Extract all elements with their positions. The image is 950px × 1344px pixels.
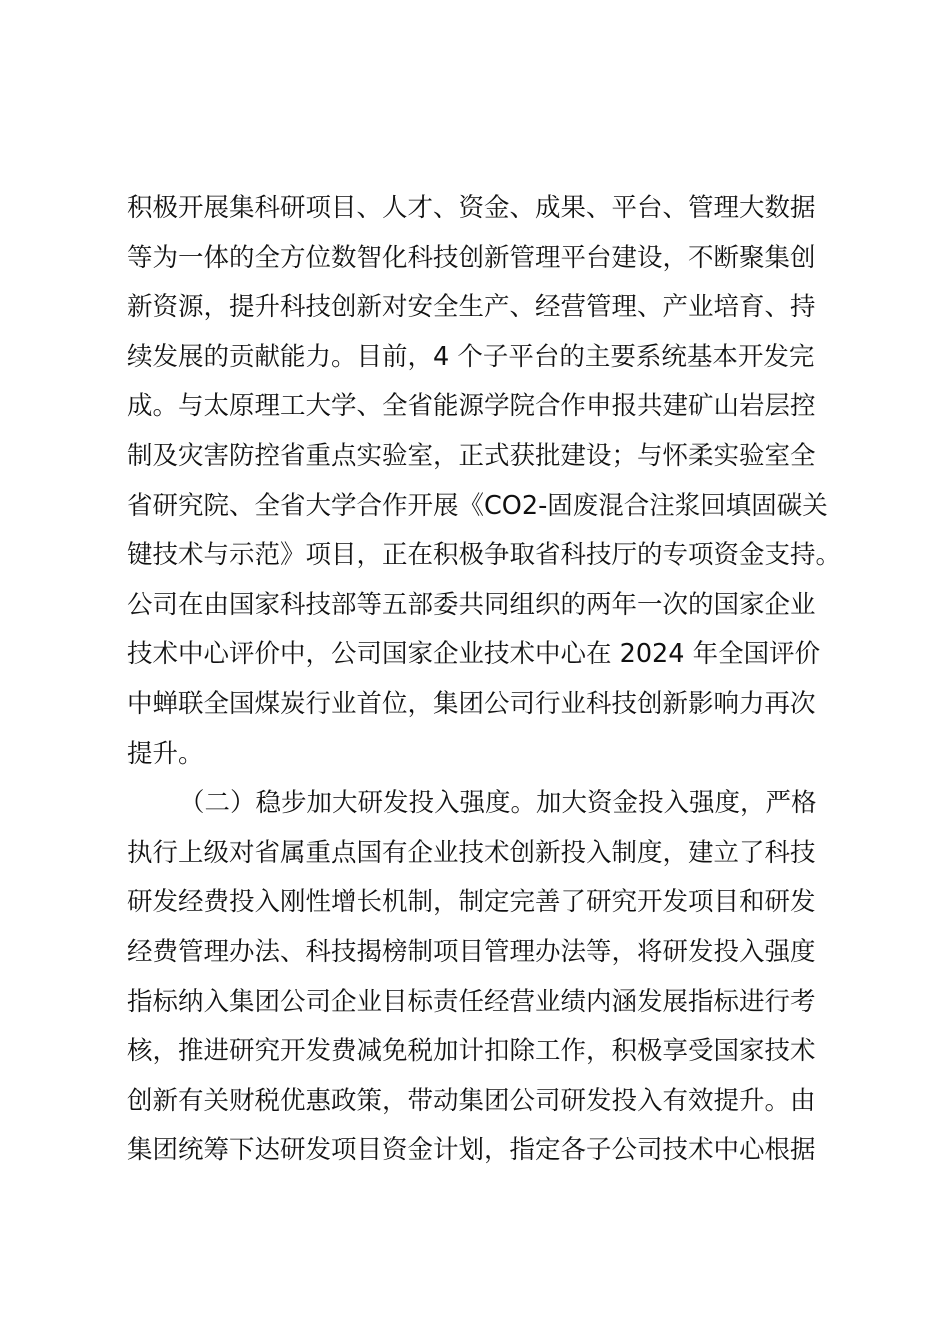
text-line: 提升。 bbox=[127, 738, 204, 769]
text-line: 集团统筹下达研发项目资金计划，指定各子公司技术中心根据 bbox=[127, 1135, 816, 1166]
body-text bbox=[127, 184, 847, 1176]
text-line: 中蝉联全国煤炭行业首位，集团公司行业科技创新影响力再次 bbox=[127, 688, 816, 719]
text-line: 指标纳入集团公司企业目标责任经营业绩内涵发展指标进行考 bbox=[127, 986, 816, 1017]
text-line: 等为一体的全方位数智化科技创新管理平台建设，不断聚集创 bbox=[127, 242, 816, 273]
text-line: 研发经费投入刚性增长机制，制定完善了研究开发项目和研发 bbox=[127, 887, 816, 918]
text-line: 制及灾害防控省重点实验室，正式获批建设；与怀柔实验室全 bbox=[127, 440, 816, 471]
text-line: 省研究院、全省大学合作开展《CO2-固废混合注浆回填固碳关 bbox=[127, 490, 828, 521]
text-line: 续发展的贡献能力。目前，4 个子平台的主要系统基本开发完 bbox=[127, 341, 815, 372]
text-line: 核，推进研究开发费减免税加计扣除工作，积极享受国家技术 bbox=[127, 1036, 816, 1067]
text-line: 公司在由国家科技部等五部委共同组织的两年一次的国家企业 bbox=[127, 589, 816, 620]
text-line: 新资源，提升科技创新对安全生产、经营管理、产业培育、持 bbox=[127, 292, 816, 323]
text-line: 成。与太原理工大学、全省能源学院合作申报共建矿山岩层控 bbox=[127, 391, 816, 422]
text-line: 键技术与示范》项目，正在积极争取省科技厅的专项资金支持。 bbox=[127, 540, 842, 571]
section-heading-line: （二）稳步加大研发投入强度。加大资金投入强度，严格 bbox=[179, 788, 817, 819]
text-line: 积极开展集科研项目、人才、资金、成果、平台、管理大数据 bbox=[127, 193, 816, 223]
text-line: 执行上级对省属重点国有企业技术创新投入制度，建立了科技 bbox=[127, 837, 816, 868]
text-line: 创新有关财税优惠政策，带动集团公司研发投入有效提升。由 bbox=[127, 1085, 816, 1116]
text-line: 技术中心评价中，公司国家企业技术中心在 2024 年全国评价 bbox=[127, 639, 821, 670]
text-line: 经费管理办法、科技揭榜制项目管理办法等，将研发投入强度 bbox=[127, 936, 816, 967]
